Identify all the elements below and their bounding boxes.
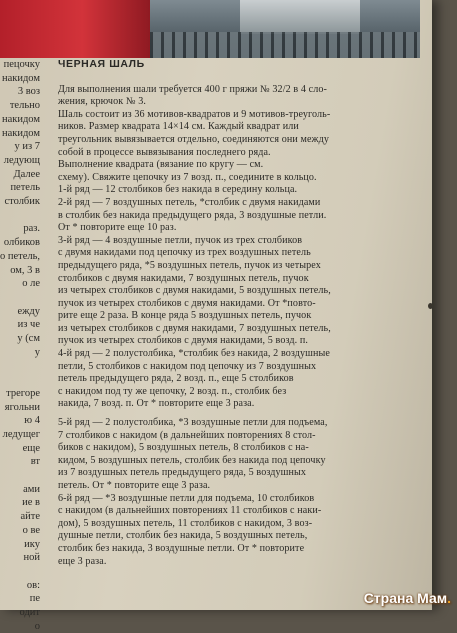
body-line: треугольник вывязывается отдельно, соединяются они между [58, 133, 330, 145]
left-column-fragments [0, 58, 44, 632]
left-fragment: о [34, 620, 40, 632]
left-fragment: ю 4 [24, 415, 40, 427]
left-fragment: айте [20, 511, 40, 523]
left-fragment: о ве [22, 524, 40, 536]
body-line: кидом, 5 воздушных петель, столбик без накида под цепочку [58, 454, 326, 466]
article [58, 56, 388, 568]
body-line: из четырех столбиков с двумя накидами, 7 воздушных петель, [58, 322, 331, 334]
left-fragment: Далее [13, 168, 40, 180]
body-line: накида, 7 возд. п. От * повторите еще 3 раза. [58, 398, 255, 410]
body-line: дом), 5 воздушных петель, 11 столбиков с накидом, 3 воз- [58, 517, 313, 529]
left-fragment: о петель, [0, 250, 41, 262]
left-fragment [0, 469, 44, 483]
left-fragment: накидом [1, 127, 40, 139]
left-fragment: у из 7 [14, 141, 40, 153]
left-fragment: ледущег [2, 428, 40, 440]
left-fragment [0, 209, 44, 223]
article-title: ЧЕРНАЯ ШАЛЬ [58, 58, 145, 70]
binding-hole [428, 303, 433, 309]
body-line: предыдущего ряда, *5 воздушных петель, пучок из четырех [58, 259, 321, 271]
body-line: петель предыдущего ряда, 2 возд. п., еще 5 столбиков [58, 373, 294, 385]
left-fragment: еще [22, 442, 40, 454]
body-line: Выполнение квадрата (вязание по кругу — см. [58, 159, 264, 171]
body-line: жения, крючок № 3. [58, 96, 146, 108]
body-line: собой в процессе вывязывания последнего ряда. [58, 146, 271, 158]
body-line: в столбик без накида предыдущего ряда, 3 воздушные петли. [58, 209, 327, 221]
left-fragment: пецочку [3, 59, 40, 70]
body-line: из четырех столбиков с двумя накидами, 5 воздушных петель, [58, 285, 331, 297]
left-fragment [0, 373, 44, 387]
left-fragment: одит [19, 607, 40, 619]
left-fragment: вт [30, 456, 40, 468]
body-line: с накидом под ту же цепочку, 2 возд. п., столбик без [58, 385, 287, 397]
left-fragment: трегоре [6, 387, 40, 399]
photo-red-figure [0, 0, 150, 58]
body-line: ников. Размер квадрата 14×14 см. Каждый квадрат или [58, 121, 299, 133]
body-line: столбик без накида, 3 воздушные петли. От * повторите [58, 542, 305, 554]
left-fragment: пе [29, 593, 40, 605]
body-line: 3-й ряд — 4 воздушные петли, пучок из трех столбиков [58, 234, 303, 246]
left-fragment: столбик [4, 196, 40, 208]
body-line: биков с накидом), 5 воздушных петель, 8 столбиков с на- [58, 442, 309, 454]
left-fragment: олбиков [3, 237, 40, 249]
left-fragment [0, 359, 44, 373]
body-line: душные петли, столбик без накида, 5 воздушных петель, [58, 530, 308, 542]
body-line: 1-й ряд — 12 столбиков без накида в середину кольца. [58, 184, 298, 196]
body-line: с накидом (в дальнейших повторениях 11 столбиков с наки- [58, 505, 322, 517]
left-fragment: тельно [9, 100, 40, 112]
left-fragment: ику [24, 538, 40, 550]
watermark-text: Страна Мам [363, 590, 448, 606]
body-line: схему). Свяжите цепочку из 7 возд. п., соедините в кольцо. [58, 171, 317, 183]
body-line: От * повторите еще 10 раз. [58, 222, 177, 234]
body-line: еще 3 раза. [58, 555, 107, 567]
left-fragment: ие в [22, 497, 40, 509]
left-fragment [0, 291, 44, 305]
left-fragment: ежду [17, 305, 40, 317]
left-fragment: накидом [1, 72, 40, 84]
body-line: рите еще 2 раза. В конце ряда 5 воздушных петель, пучок [58, 310, 312, 322]
watermark-dot-icon: . [447, 590, 451, 606]
top-photo [0, 0, 420, 58]
left-fragment: ов: [26, 579, 40, 591]
left-fragment: ной [23, 552, 40, 564]
watermark-logo [364, 590, 451, 606]
left-fragment: из че [17, 319, 40, 331]
body-line: из 7 воздушных петель предыдущего ряда, 5 воздушных [58, 467, 307, 479]
left-fragment: петель [10, 182, 40, 194]
body-line: с двумя накидами под цепочку из трех воздушных петель [58, 247, 311, 259]
left-fragment: ом, 3 в [10, 264, 40, 276]
left-fragment: ами [23, 483, 40, 495]
body-line: 7 столбиков с накидом (в дальнейших повторениях 8 стол- [58, 429, 316, 441]
left-fragment: накидом [1, 113, 40, 125]
photo-railing [150, 32, 420, 58]
body-line: 5-й ряд — 2 полустолбика, *3 воздушные петли для подъема, [58, 417, 328, 429]
body-line: пучок из четырех столбиков с двумя накидами. От *повто- [58, 297, 316, 309]
body-line: 6-й ряд — *3 воздушные петли для подъема, 10 столбиков [58, 492, 315, 504]
body-line: Шаль состоит из 36 мотивов-квадратов и 9 мотивов-треуголь- [58, 108, 331, 120]
photo-building [240, 0, 360, 34]
left-fragment: ледующ [3, 154, 40, 166]
body-line: 4-й ряд — 2 полустолбика, *столбик без накида, 2 воздушные [58, 348, 331, 360]
left-fragment: раз. [23, 223, 40, 235]
left-fragment [0, 565, 44, 579]
body-line: пучок из четырех столбиков с двумя накидами, 5 возд. п. [58, 335, 308, 347]
body-line: Для выполнения шали требуется 400 г пряжи № 32/2 в 4 сло- [58, 83, 327, 95]
left-fragment: ягольни [4, 401, 40, 413]
body-line: столбиков с двумя накидами, 7 воздушных петель, пучок [58, 272, 309, 284]
left-fragment: у (см [17, 333, 40, 345]
left-fragment: 3 воз [17, 86, 40, 98]
left-fragment: у [34, 346, 40, 358]
body-line: петель. От * повторите еще 3 раза. [58, 480, 211, 491]
left-fragment: о ле [22, 278, 40, 290]
body-line: 2-й ряд — 7 воздушных петель, *столбик с двумя накидами [58, 196, 321, 208]
body-line: петли, 5 столбиков с накидом под цепочку из 7 воздушных [58, 360, 317, 372]
article-body [58, 84, 388, 569]
